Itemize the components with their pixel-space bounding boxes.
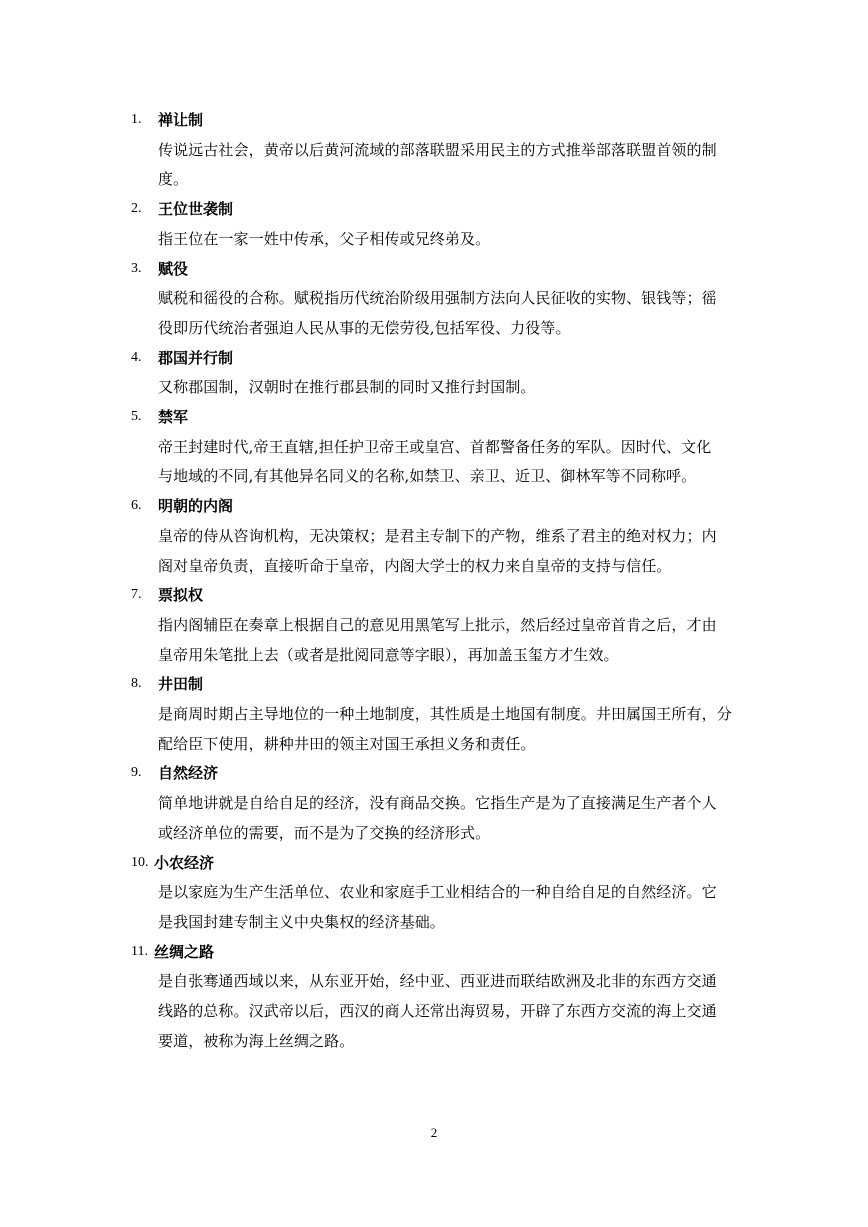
entry-title: 明朝的内阁 — [158, 497, 234, 516]
entry-title: 丝绸之路 — [154, 942, 215, 961]
entry-title: 郡国并行制 — [158, 348, 234, 367]
entry-number: 3. — [131, 260, 142, 276]
entry-number: 5. — [131, 409, 142, 424]
entry-number: 6. — [131, 498, 142, 514]
entry-definition-line: 配给臣下使用，耕种井田的领主对国王承担义务和责任。 — [158, 734, 536, 753]
entry-definition-line: 是以家庭为生产生活单位、农业和家庭手工业相结合的一种自给自足的自然经济。它 — [158, 883, 717, 902]
entry-number: 10. — [131, 854, 149, 870]
entry-definition-line: 皇帝的侍从咨询机构，无决策权；是君主专制下的产物，维系了君主的绝对权力；内 — [158, 526, 717, 545]
entry-definition-line: 指王位在一家一姓中传承，父子相传或兄终弟及。 — [158, 229, 491, 248]
entry-definition-line: 役即历代统治者强迫人民从事的无偿劳役,包括军役、力役等。 — [158, 318, 571, 337]
entry-title: 小农经济 — [154, 853, 215, 872]
entry-title: 票拟权 — [158, 586, 204, 605]
entry-title: 赋役 — [158, 259, 189, 278]
entry-definition-line: 简单地讲就是自给自足的经济，没有商品交换。它指生产是为了直接满足生产者个人 — [158, 794, 717, 813]
entry-title: 井田制 — [158, 675, 204, 694]
entry-number: 7. — [131, 587, 142, 603]
entry-title: 王位世袭制 — [158, 200, 234, 219]
entry-title: 禁军 — [158, 408, 189, 426]
entry-definition-line: 帝王封建时代,帝王直辖,担任护卫帝王或皇宫、首都警备任务的军队。因时代、文化 — [158, 437, 712, 456]
entry-number: 11. — [131, 943, 148, 959]
entry-definition-line: 是商周时期占主导地位的一种土地制度，其性质是土地国有制度。井田属国王所有，分 — [158, 705, 732, 723]
entry-definition-line: 要道，被称为海上丝绸之路。 — [158, 1031, 355, 1050]
entry-number: 8. — [131, 676, 142, 692]
page-number: 2 — [430, 1125, 438, 1140]
entry-definition-line: 皇帝用朱笔批上去（或者是批阅同意等字眼），再加盖玉玺方才生效。 — [158, 645, 619, 664]
entry-definition-line: 或经济单位的需要，而不是为了交换的经济形式。 — [158, 823, 491, 842]
entry-number: 4. — [131, 349, 142, 365]
entry-definition-line: 度。 — [158, 170, 189, 189]
entry-definition-line: 又称郡国制，汉朝时在推行郡县制的同时又推行封国制。 — [158, 378, 536, 397]
entry-number: 1. — [131, 112, 142, 127]
entry-definition-line: 阁对皇帝负责，直接听命于皇帝，内阁大学士的权力来自皇帝的支持与信任。 — [158, 556, 672, 575]
entry-number: 9. — [131, 765, 142, 781]
entry-title: 禅让制 — [158, 111, 204, 129]
entry-definition-line: 传说远古社会，黄帝以后黄河流域的部落联盟采用民主的方式推举部落联盟首领的制 — [158, 140, 717, 159]
entry-title: 自然经济 — [158, 764, 219, 783]
entry-definition-line: 是我国封建专制主义中央集权的经济基础。 — [158, 912, 445, 931]
entry-definition-line: 赋税和徭役的合称。赋税指历代统治阶级用强制方法向人民征收的实物、银钱等；徭 — [158, 289, 717, 308]
entry-number: 2. — [131, 201, 142, 217]
entry-definition-line: 是自张骞通西域以来，从东亚开始，经中亚、西亚进而联结欧洲及北非的东西方交通 — [158, 972, 717, 991]
entry-definition-line: 指内阁辅臣在奏章上根据自己的意见用黑笔写上批示，然后经过皇帝首肯之后，才由 — [158, 615, 717, 634]
entry-definition-line: 线路的总称。汉武帝以后，西汉的商人还常出海贸易，开辟了东西方交流的海上交通 — [158, 1002, 717, 1020]
entry-definition-line: 与地域的不同,有其他异名同义的名称,如禁卫、亲卫、近卫、御林军等不同称呼。 — [158, 467, 697, 486]
